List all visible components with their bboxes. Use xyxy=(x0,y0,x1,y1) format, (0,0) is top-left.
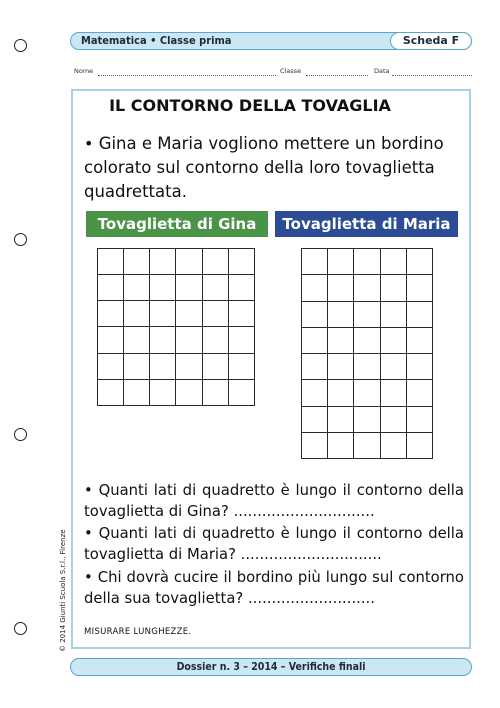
grid-cell xyxy=(328,328,354,354)
grid-cell xyxy=(176,354,202,380)
grid-cell xyxy=(124,275,150,301)
grid-cell xyxy=(328,380,354,406)
grid-cell xyxy=(150,301,176,327)
grid-cell xyxy=(302,328,328,354)
grid-cell xyxy=(176,275,202,301)
grid-cell xyxy=(203,249,229,275)
grid-cell xyxy=(381,380,407,406)
grid-cell xyxy=(407,380,433,406)
grid-cell xyxy=(407,275,433,301)
label-gina: Tovaglietta di Gina xyxy=(86,211,268,237)
grid-cell xyxy=(381,328,407,354)
grid-cell xyxy=(328,407,354,433)
footnote: MISURARE LUNGHEZZE. xyxy=(84,627,192,637)
grid-cell xyxy=(176,301,202,327)
grid-cell xyxy=(407,302,433,328)
grid-cell xyxy=(328,354,354,380)
grid-cell xyxy=(124,354,150,380)
grid-cell xyxy=(302,275,328,301)
grid-cell xyxy=(229,275,255,301)
grid-cell xyxy=(407,249,433,275)
grid-cell xyxy=(98,327,124,353)
grid-cell xyxy=(98,249,124,275)
header-title: Matematica • Classe prima xyxy=(81,34,232,47)
grid-cell xyxy=(229,301,255,327)
grid-cell xyxy=(328,433,354,459)
header-bar xyxy=(70,32,472,50)
label-maria: Tovaglietta di Maria xyxy=(275,211,458,237)
student-fields xyxy=(74,67,474,79)
grid-cell xyxy=(229,380,255,406)
question-1 xyxy=(84,480,464,522)
grid-cell xyxy=(302,407,328,433)
grid-cell xyxy=(150,327,176,353)
grid-cell xyxy=(203,380,229,406)
grid-gina xyxy=(97,248,255,406)
grid-cell xyxy=(328,275,354,301)
grid-cell xyxy=(354,433,380,459)
grid-cell xyxy=(407,433,433,459)
grid-cell xyxy=(407,354,433,380)
grid-cell xyxy=(354,328,380,354)
grid-cell xyxy=(150,249,176,275)
grid-cell xyxy=(203,327,229,353)
question-2-text: Quanti lati di quadretto è lungo il contorno della tovaglietta di Maria? .............................. xyxy=(84,525,464,563)
grid-cell xyxy=(302,302,328,328)
grid-cell xyxy=(176,380,202,406)
name-field[interactable] xyxy=(98,75,276,76)
grid-cell xyxy=(354,354,380,380)
grid-cell xyxy=(354,380,380,406)
grid-cell xyxy=(98,301,124,327)
grid-maria xyxy=(301,248,433,459)
question-2 xyxy=(84,523,464,565)
grid-cell xyxy=(229,249,255,275)
binder-hole-1 xyxy=(14,39,27,52)
class-label: Classe xyxy=(280,67,302,75)
grid-cell xyxy=(98,275,124,301)
copyright: © 2014 Giunti Scuola S.r.l., Firenze xyxy=(59,529,67,652)
grid-cell xyxy=(176,249,202,275)
intro-paragraph xyxy=(84,132,464,204)
grid-cell xyxy=(302,380,328,406)
binder-hole-2 xyxy=(14,233,27,246)
grid-cell xyxy=(124,301,150,327)
footer-bar: Dossier n. 3 – 2014 – Verifiche finali xyxy=(70,658,472,676)
bullet-icon: • xyxy=(84,569,93,586)
grid-cell xyxy=(302,249,328,275)
intro-text: Gina e Maria vogliono mettere un bordino colorato sul contorno della loro tovaglietta quadrettata. xyxy=(84,134,444,201)
grid-cell xyxy=(381,275,407,301)
grid-cell xyxy=(354,275,380,301)
grid-cell xyxy=(98,354,124,380)
grid-cell xyxy=(354,249,380,275)
page-title: IL CONTORNO DELLA TOVAGLIA xyxy=(109,96,391,115)
grid-cell xyxy=(302,433,328,459)
grid-cell xyxy=(124,327,150,353)
grid-cell xyxy=(381,407,407,433)
grid-cell xyxy=(124,249,150,275)
grid-cell xyxy=(203,275,229,301)
grid-cell xyxy=(381,354,407,380)
question-3-text: Chi dovrà cucire il bordino più lungo sul contorno della sua tovaglietta? ........................... xyxy=(84,569,464,607)
bullet-icon: • xyxy=(84,482,93,499)
grid-cell xyxy=(229,327,255,353)
grid-cell xyxy=(354,302,380,328)
grid-cell xyxy=(203,301,229,327)
grid-cell xyxy=(302,354,328,380)
question-3 xyxy=(84,567,464,609)
grid-cell xyxy=(229,354,255,380)
grid-cell xyxy=(150,380,176,406)
grid-cell xyxy=(124,380,150,406)
grid-cell xyxy=(176,327,202,353)
binder-hole-3 xyxy=(14,428,27,441)
grid-cell xyxy=(381,302,407,328)
worksheet-tab: Scheda F xyxy=(390,32,472,50)
bullet-icon: • xyxy=(84,525,93,542)
class-field[interactable] xyxy=(306,75,368,76)
grid-cell xyxy=(381,249,407,275)
bullet-icon: • xyxy=(84,134,94,153)
grid-cell xyxy=(150,275,176,301)
grid-cell xyxy=(407,328,433,354)
grid-cell xyxy=(407,407,433,433)
grid-cell xyxy=(98,380,124,406)
grid-cell xyxy=(328,302,354,328)
grid-cell xyxy=(381,433,407,459)
date-label: Data xyxy=(374,67,390,75)
grid-cell xyxy=(328,249,354,275)
binder-hole-4 xyxy=(14,622,27,635)
grid-cell xyxy=(354,407,380,433)
grid-cell xyxy=(150,354,176,380)
question-1-text: Quanti lati di quadretto è lungo il contorno della tovaglietta di Gina? .............................. xyxy=(84,482,464,520)
date-field[interactable] xyxy=(392,75,472,76)
grid-cell xyxy=(203,354,229,380)
name-label: Nome xyxy=(74,67,94,75)
